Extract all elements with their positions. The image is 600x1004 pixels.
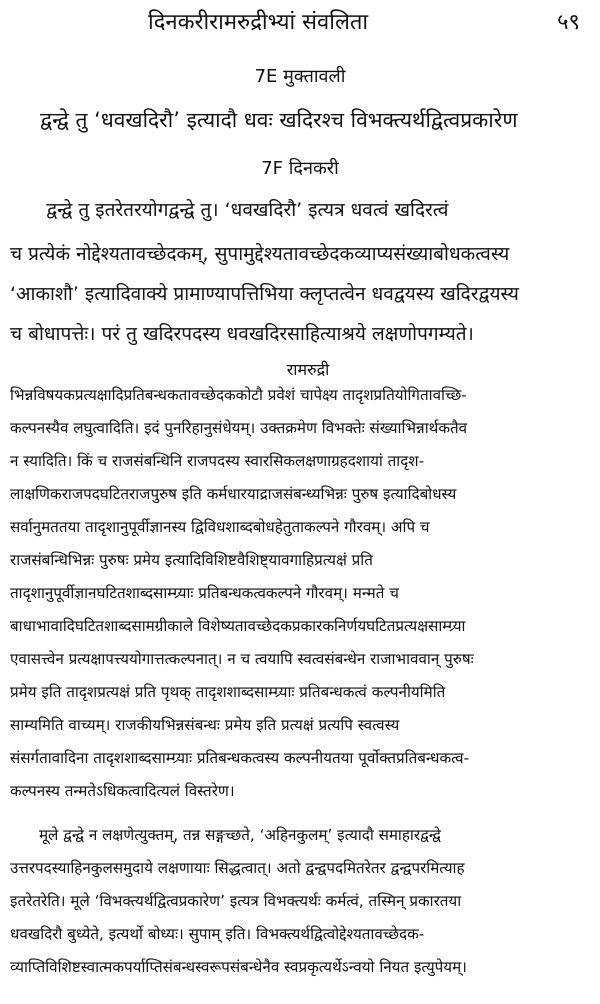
ramarudri-line: भिन्नविषयकप्रत्यक्षादिप्रतिबन्धकतावच्छेदककोटौ प्रवेशं चापेक्ष्य तादृशप्रतियोगितावच्छि- xyxy=(10,386,467,404)
ramarudri-heading: रामरुद्री xyxy=(286,360,330,379)
dinakari-heading: 7F दिनकरी xyxy=(261,158,339,179)
ramarudri-line: साम्यमिति वाच्यम्। राजकीयभिन्नसंबन्धः प्रमेय इति प्रत्यक्षं प्रत्यपि स्वत्वस्य xyxy=(10,716,400,734)
ramarudri-line: इतरेतरेति। मूले ‘विभक्त्यर्थद्वित्वप्रकारेण’ इत्यत्र विभक्त्यर्थः कर्मत्वं, तस्मिन् प्रकारतया xyxy=(10,892,462,910)
ramarudri-line: प्रमेय इति तादृशप्रत्यक्षं प्रति पृथक् तादृशशाब्दसाम्ग्र्याः प्रतिबन्धकत्वं कल्पनीयमिति xyxy=(10,683,446,701)
ramarudri-line: लाक्षणिकराजपदघटितराजपुरुष इति कर्मधारयाद्राजसंबन्ध्यभिन्नः पुरुष इत्यादिबोधस्य xyxy=(10,485,457,503)
ramarudri-line: राजसंबन्धिभिन्नः पुरुषः प्रमेय इत्यादिविशिष्टवैशिष्ट्यावगाहिप्रत्यक्षं प्रति xyxy=(10,551,373,569)
muktavali-heading: 7E मुक्तावली xyxy=(254,66,346,87)
mula-text: द्वन्द्वे तु ‘धवखदिरौ’ इत्यादौ धवः खदिरश्च विभक्त्यर्थद्वित्वप्रकारेण xyxy=(40,108,518,132)
ramarudri-line: कल्पनस्यैव लघुत्वादिति। इदं पुनरिहानुसंधेयम्। उक्तक्रमेण विभक्तेः संख्याभिन्नार्थकतैव xyxy=(10,419,468,437)
running-title: दिनकरीरामरुद्रीभ्यां संवलिता xyxy=(148,10,369,35)
ramarudri-line: मूले द्वन्द्वे न लक्षणेत्युक्तम्, तन्न सङ्गच्छते, ‘अहिनकुलम्’ इत्यादौ समाहारद्वन्द्वे xyxy=(10,826,441,844)
dinakari-line: ‘आकाशौ’ इत्यादिवाक्ये प्रामाण्यापत्तिभिया क्लृप्तत्वेन धवद्वयस्य खदिरद्वयस्य xyxy=(10,283,519,305)
ramarudri-line: धवखदिरौ बुध्येते, इत्यर्थो बोध्यः। सुपाम् इति। विभक्त्यर्थद्वित्वोद्देश्यतावच्छेदक- xyxy=(10,925,425,943)
ramarudri-line: सर्वानुमततया तादृशानुपूर्वीज्ञानस्य द्विविधशाब्दबोधहेतुताकल्पने गौरवम्। अपि च xyxy=(10,518,430,536)
ramarudri-line: उत्तरपदस्याहिनकुलसमुदाये लक्षणायाः सिद्धत्वात्। अतो द्वन्द्वपदमितरेतर द्वन्द्वपरमित्याह xyxy=(10,859,465,877)
ramarudri-line: कल्पनस्य तन्मतेऽधिकत्वादित्यलं विस्तरेण। xyxy=(10,782,235,800)
ramarudri-line: संसर्गतावादिना तादृशशाब्दसाम्ग्र्याः प्रतिबन्धकत्वस्य कल्पनीयतया पूर्वोक्तप्रतिबन्धकत्व- xyxy=(10,749,470,767)
dinakari-line: च प्रत्येकं नोद्देश्यतावच्छेदकम्, सुपामुद्देश्यतावच्छेदकव्याप्यसंख्याबोधकत्वस्य xyxy=(10,243,510,265)
dinakari-line: द्वन्द्वे तु इतरेतरयोगद्वन्द्वे तु। ‘धवखदिरौ’ इत्यत्र धवत्वं खदिरत्वं xyxy=(10,199,449,221)
ramarudri-line: एवासत्त्वेन प्रत्यक्षापत्त्ययोगात्तत्कल्पनात्। न च त्वयापि स्वत्वसंबन्धेन राजाभाववान् पुरुषः xyxy=(10,650,474,668)
ramarudri-line: व्याप्तिविशिष्टस्वात्मकपर्याप्तिसंबन्धस्वरूपसंबन्धेनैव स्वप्रकृत्यर्थेऽन्वयो नियत इत्युपेयम्। xyxy=(10,958,467,976)
page-number: ५९ xyxy=(557,10,580,35)
ramarudri-line: तादृशानुपूर्वीज्ञानघटितशाब्दसाम्ग्र्याः प्रतिबन्धकत्वकल्पने गौरवम्। मन्मते च xyxy=(10,584,399,602)
ramarudri-line: न स्यादिति। किं च राजसंबन्धिनि राजपदस्य स्वारसिकलक्षणाग्रहदशायां तादृश- xyxy=(10,452,425,470)
ramarudri-line: बाधाभावादिघटितशाब्दसामग्रीकाले विशेष्यतावच्छेदकप्रकारकनिर्णयघटितप्रत्यक्षसाम्ग्र्या xyxy=(10,617,466,635)
running-header xyxy=(0,4,600,38)
dinakari-line: च बोधापत्तेः। परं तु खदिरपदस्य धवखदिरसाहित्याश्रये लक्षणोपगम्यते। xyxy=(10,323,474,345)
